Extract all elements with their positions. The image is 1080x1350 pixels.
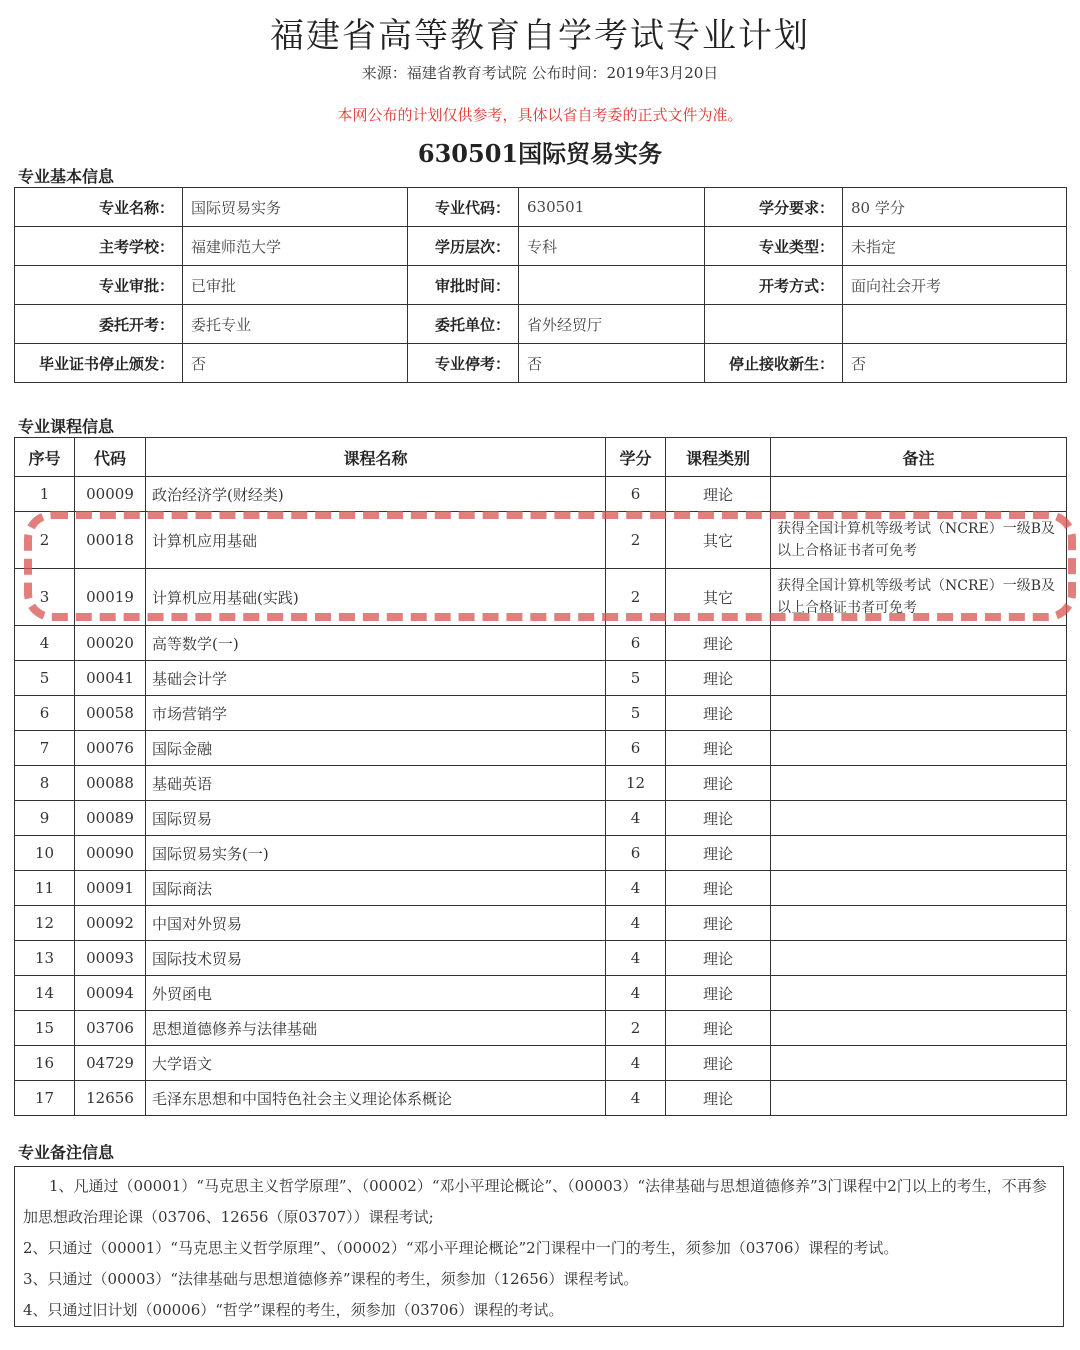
- course-index: 8: [15, 766, 75, 801]
- course-note: [771, 871, 1067, 906]
- field-label: 专业代码：: [408, 188, 519, 227]
- remarks-box: [14, 1166, 1064, 1327]
- course-name: 基础英语: [146, 766, 606, 801]
- course-row: [15, 569, 1067, 626]
- field-value: 否: [519, 344, 705, 383]
- course-credit: 4: [606, 941, 666, 976]
- course-row: [15, 477, 1067, 512]
- remark-item: 3、只通过（00003）“法律基础与思想道德修养”课程的考生，须参加（12656）课程考试。: [23, 1270, 639, 1288]
- course-note: [771, 1081, 1067, 1116]
- course-note: [771, 696, 1067, 731]
- page-title: 福建省高等教育自学考试专业计划: [270, 16, 810, 56]
- field-value: 已审批: [183, 266, 408, 305]
- course-type: 理论: [666, 731, 771, 766]
- course-credit: 5: [606, 661, 666, 696]
- field-label: 主考学校：: [15, 227, 183, 266]
- course-name: 国际商法: [146, 871, 606, 906]
- course-code: 00094: [75, 976, 146, 1011]
- course-index: 10: [15, 836, 75, 871]
- course-credit: 2: [606, 569, 666, 626]
- course-credit: 4: [606, 976, 666, 1011]
- course-index: 6: [15, 696, 75, 731]
- course-name: 中国对外贸易: [146, 906, 606, 941]
- course-credit: 12: [606, 766, 666, 801]
- course-name: 外贸函电: [146, 976, 606, 1011]
- course-row: [15, 512, 1067, 569]
- course-note: [771, 626, 1067, 661]
- field-label: 毕业证书停止颁发：: [15, 344, 183, 383]
- course-name: 市场营销学: [146, 696, 606, 731]
- course-name: 国际金融: [146, 731, 606, 766]
- course-name: 思想道德修养与法律基础: [146, 1011, 606, 1046]
- basic-info-row: [15, 227, 1067, 266]
- course-code: 00009: [75, 477, 146, 512]
- field-value: 专科: [519, 227, 705, 266]
- course-code: 00093: [75, 941, 146, 976]
- course-code: 00090: [75, 836, 146, 871]
- column-header: 备注: [771, 438, 1067, 477]
- course-name: 计算机应用基础: [146, 512, 606, 569]
- course-code: 03706: [75, 1011, 146, 1046]
- course-code: 12656: [75, 1081, 146, 1116]
- field-value: 80 学分: [843, 188, 1067, 227]
- course-index: 14: [15, 976, 75, 1011]
- course-code: 00058: [75, 696, 146, 731]
- field-value: 否: [843, 344, 1067, 383]
- field-value: 630501: [519, 188, 705, 227]
- course-index: 13: [15, 941, 75, 976]
- course-type: 理论: [666, 1011, 771, 1046]
- course-type: 理论: [666, 661, 771, 696]
- course-credit: 5: [606, 696, 666, 731]
- course-row: [15, 696, 1067, 731]
- course-index: 15: [15, 1011, 75, 1046]
- course-row: [15, 1081, 1067, 1116]
- field-label: 专业审批：: [15, 266, 183, 305]
- course-row: [15, 941, 1067, 976]
- course-code: 00088: [75, 766, 146, 801]
- course-name: 国际贸易: [146, 801, 606, 836]
- course-note: [771, 906, 1067, 941]
- column-header: 代码: [75, 438, 146, 477]
- major-title: 630501国际贸易实务: [417, 139, 663, 168]
- course-credit: 4: [606, 1046, 666, 1081]
- course-info-heading: 专业课程信息: [18, 417, 115, 436]
- course-credit: 4: [606, 801, 666, 836]
- course-type: 理论: [666, 836, 771, 871]
- course-index: 7: [15, 731, 75, 766]
- course-credit: 6: [606, 477, 666, 512]
- course-note: [771, 1011, 1067, 1046]
- course-row: [15, 836, 1067, 871]
- course-row: [15, 731, 1067, 766]
- course-index: 1: [15, 477, 75, 512]
- course-row: [15, 906, 1067, 941]
- course-index: 2: [15, 512, 75, 569]
- course-name: 大学语文: [146, 1046, 606, 1081]
- course-type: 理论: [666, 871, 771, 906]
- course-index: 16: [15, 1046, 75, 1081]
- notice-text: 本网公布的计划仅供参考，具体以省自考委的正式文件为准。: [337, 106, 743, 124]
- course-index: 12: [15, 906, 75, 941]
- course-credit: 4: [606, 906, 666, 941]
- course-index: 4: [15, 626, 75, 661]
- field-label: 审批时间：: [408, 266, 519, 305]
- course-code: 00019: [75, 569, 146, 626]
- basic-info-table: [14, 187, 1067, 383]
- course-note: [771, 661, 1067, 696]
- basic-info-row: [15, 305, 1067, 344]
- course-note: [771, 836, 1067, 871]
- course-row: [15, 976, 1067, 1011]
- remark-item: 1、凡通过（00001）“马克思主义哲学原理”、（00002）“邓小平理论概论”、（00003）“法律基础与思想道德修养”3门课程中2门以上的考生，不再参加思想政治理论课（03706、12656（原03707））课程考试;: [23, 1177, 1047, 1226]
- course-name: 毛泽东思想和中国特色社会主义理论体系概论: [146, 1081, 606, 1116]
- course-type: 理论: [666, 1046, 771, 1081]
- basic-info-row: [15, 344, 1067, 383]
- remarks-heading: 专业备注信息: [18, 1143, 115, 1162]
- field-value: 委托专业: [183, 305, 408, 344]
- course-credit: 4: [606, 1081, 666, 1116]
- source-line: 来源：福建省教育考试院 公布时间：2019年3月20日: [361, 64, 719, 82]
- course-credit: 2: [606, 512, 666, 569]
- course-credit: 4: [606, 871, 666, 906]
- course-credit: 6: [606, 626, 666, 661]
- course-type: 理论: [666, 626, 771, 661]
- course-index: 9: [15, 801, 75, 836]
- course-note: [771, 731, 1067, 766]
- course-index: 11: [15, 871, 75, 906]
- basic-info-row: [15, 266, 1067, 305]
- course-type: 理论: [666, 801, 771, 836]
- field-value: 国际贸易实务: [183, 188, 408, 227]
- column-header: 序号: [15, 438, 75, 477]
- course-type: 理论: [666, 906, 771, 941]
- basic-info-row: [15, 188, 1067, 227]
- course-note: [771, 1046, 1067, 1081]
- course-code: 00092: [75, 906, 146, 941]
- course-name: 国际技术贸易: [146, 941, 606, 976]
- field-value: 面向社会开考: [843, 266, 1067, 305]
- course-name: 高等数学(一): [146, 626, 606, 661]
- course-name: 政治经济学(财经类): [146, 477, 606, 512]
- course-credit: 2: [606, 1011, 666, 1046]
- field-label: 停止接收新生：: [705, 344, 843, 383]
- field-label: 开考方式：: [705, 266, 843, 305]
- course-type: 其它: [666, 569, 771, 626]
- course-row: [15, 1011, 1067, 1046]
- course-code: 00020: [75, 626, 146, 661]
- course-code: 00018: [75, 512, 146, 569]
- course-name: 国际贸易实务(一): [146, 836, 606, 871]
- field-value: 省外经贸厅: [519, 305, 705, 344]
- course-note: 获得全国计算机等级考试（NCRE）一级B及以上合格证书者可免考: [771, 512, 1067, 569]
- course-note: [771, 976, 1067, 1011]
- course-row: [15, 801, 1067, 836]
- course-type: 其它: [666, 512, 771, 569]
- remark-item: 2、只通过（00001）“马克思主义哲学原理”、（00002）“邓小平理论概论”2门课程中一门的考生，须参加（03706）课程的考试。: [23, 1239, 899, 1257]
- course-type: 理论: [666, 696, 771, 731]
- course-code: 00041: [75, 661, 146, 696]
- field-label: 委托单位：: [408, 305, 519, 344]
- field-label: 学分要求：: [705, 188, 843, 227]
- course-type: 理论: [666, 1081, 771, 1116]
- course-index: 5: [15, 661, 75, 696]
- course-note: [771, 941, 1067, 976]
- course-code: 00091: [75, 871, 146, 906]
- course-table: [14, 437, 1067, 1116]
- course-name: 基础会计学: [146, 661, 606, 696]
- remark-item: 4、只通过旧计划（00006）“哲学”课程的考生，须参加（03706）课程的考试。: [23, 1301, 564, 1319]
- course-note: [771, 477, 1067, 512]
- field-value: [843, 305, 1067, 344]
- course-row: [15, 661, 1067, 696]
- course-code: 00076: [75, 731, 146, 766]
- course-note: [771, 766, 1067, 801]
- course-row: [15, 626, 1067, 661]
- course-code: 04729: [75, 1046, 146, 1081]
- course-code: 00089: [75, 801, 146, 836]
- column-header: 课程类别: [666, 438, 771, 477]
- course-row: [15, 871, 1067, 906]
- course-note: [771, 801, 1067, 836]
- field-value: [519, 266, 705, 305]
- field-label: 专业类型：: [705, 227, 843, 266]
- basic-info-heading: 专业基本信息: [18, 167, 115, 186]
- course-type: 理论: [666, 477, 771, 512]
- field-label: [705, 305, 843, 344]
- course-credit: 6: [606, 731, 666, 766]
- course-row: [15, 1046, 1067, 1081]
- column-header: 学分: [606, 438, 666, 477]
- field-value: 未指定: [843, 227, 1067, 266]
- course-index: 3: [15, 569, 75, 626]
- course-credit: 6: [606, 836, 666, 871]
- course-name: 计算机应用基础(实践): [146, 569, 606, 626]
- field-label: 专业停考：: [408, 344, 519, 383]
- course-type: 理论: [666, 766, 771, 801]
- field-label: 学历层次：: [408, 227, 519, 266]
- field-value: 福建师范大学: [183, 227, 408, 266]
- field-label: 专业名称：: [15, 188, 183, 227]
- course-note: 获得全国计算机等级考试（NCRE）一级B及以上合格证书者可免考: [771, 569, 1067, 626]
- course-row: [15, 766, 1067, 801]
- field-label: 委托开考：: [15, 305, 183, 344]
- course-index: 17: [15, 1081, 75, 1116]
- field-value: 否: [183, 344, 408, 383]
- column-header: 课程名称: [146, 438, 606, 477]
- course-type: 理论: [666, 941, 771, 976]
- course-type: 理论: [666, 976, 771, 1011]
